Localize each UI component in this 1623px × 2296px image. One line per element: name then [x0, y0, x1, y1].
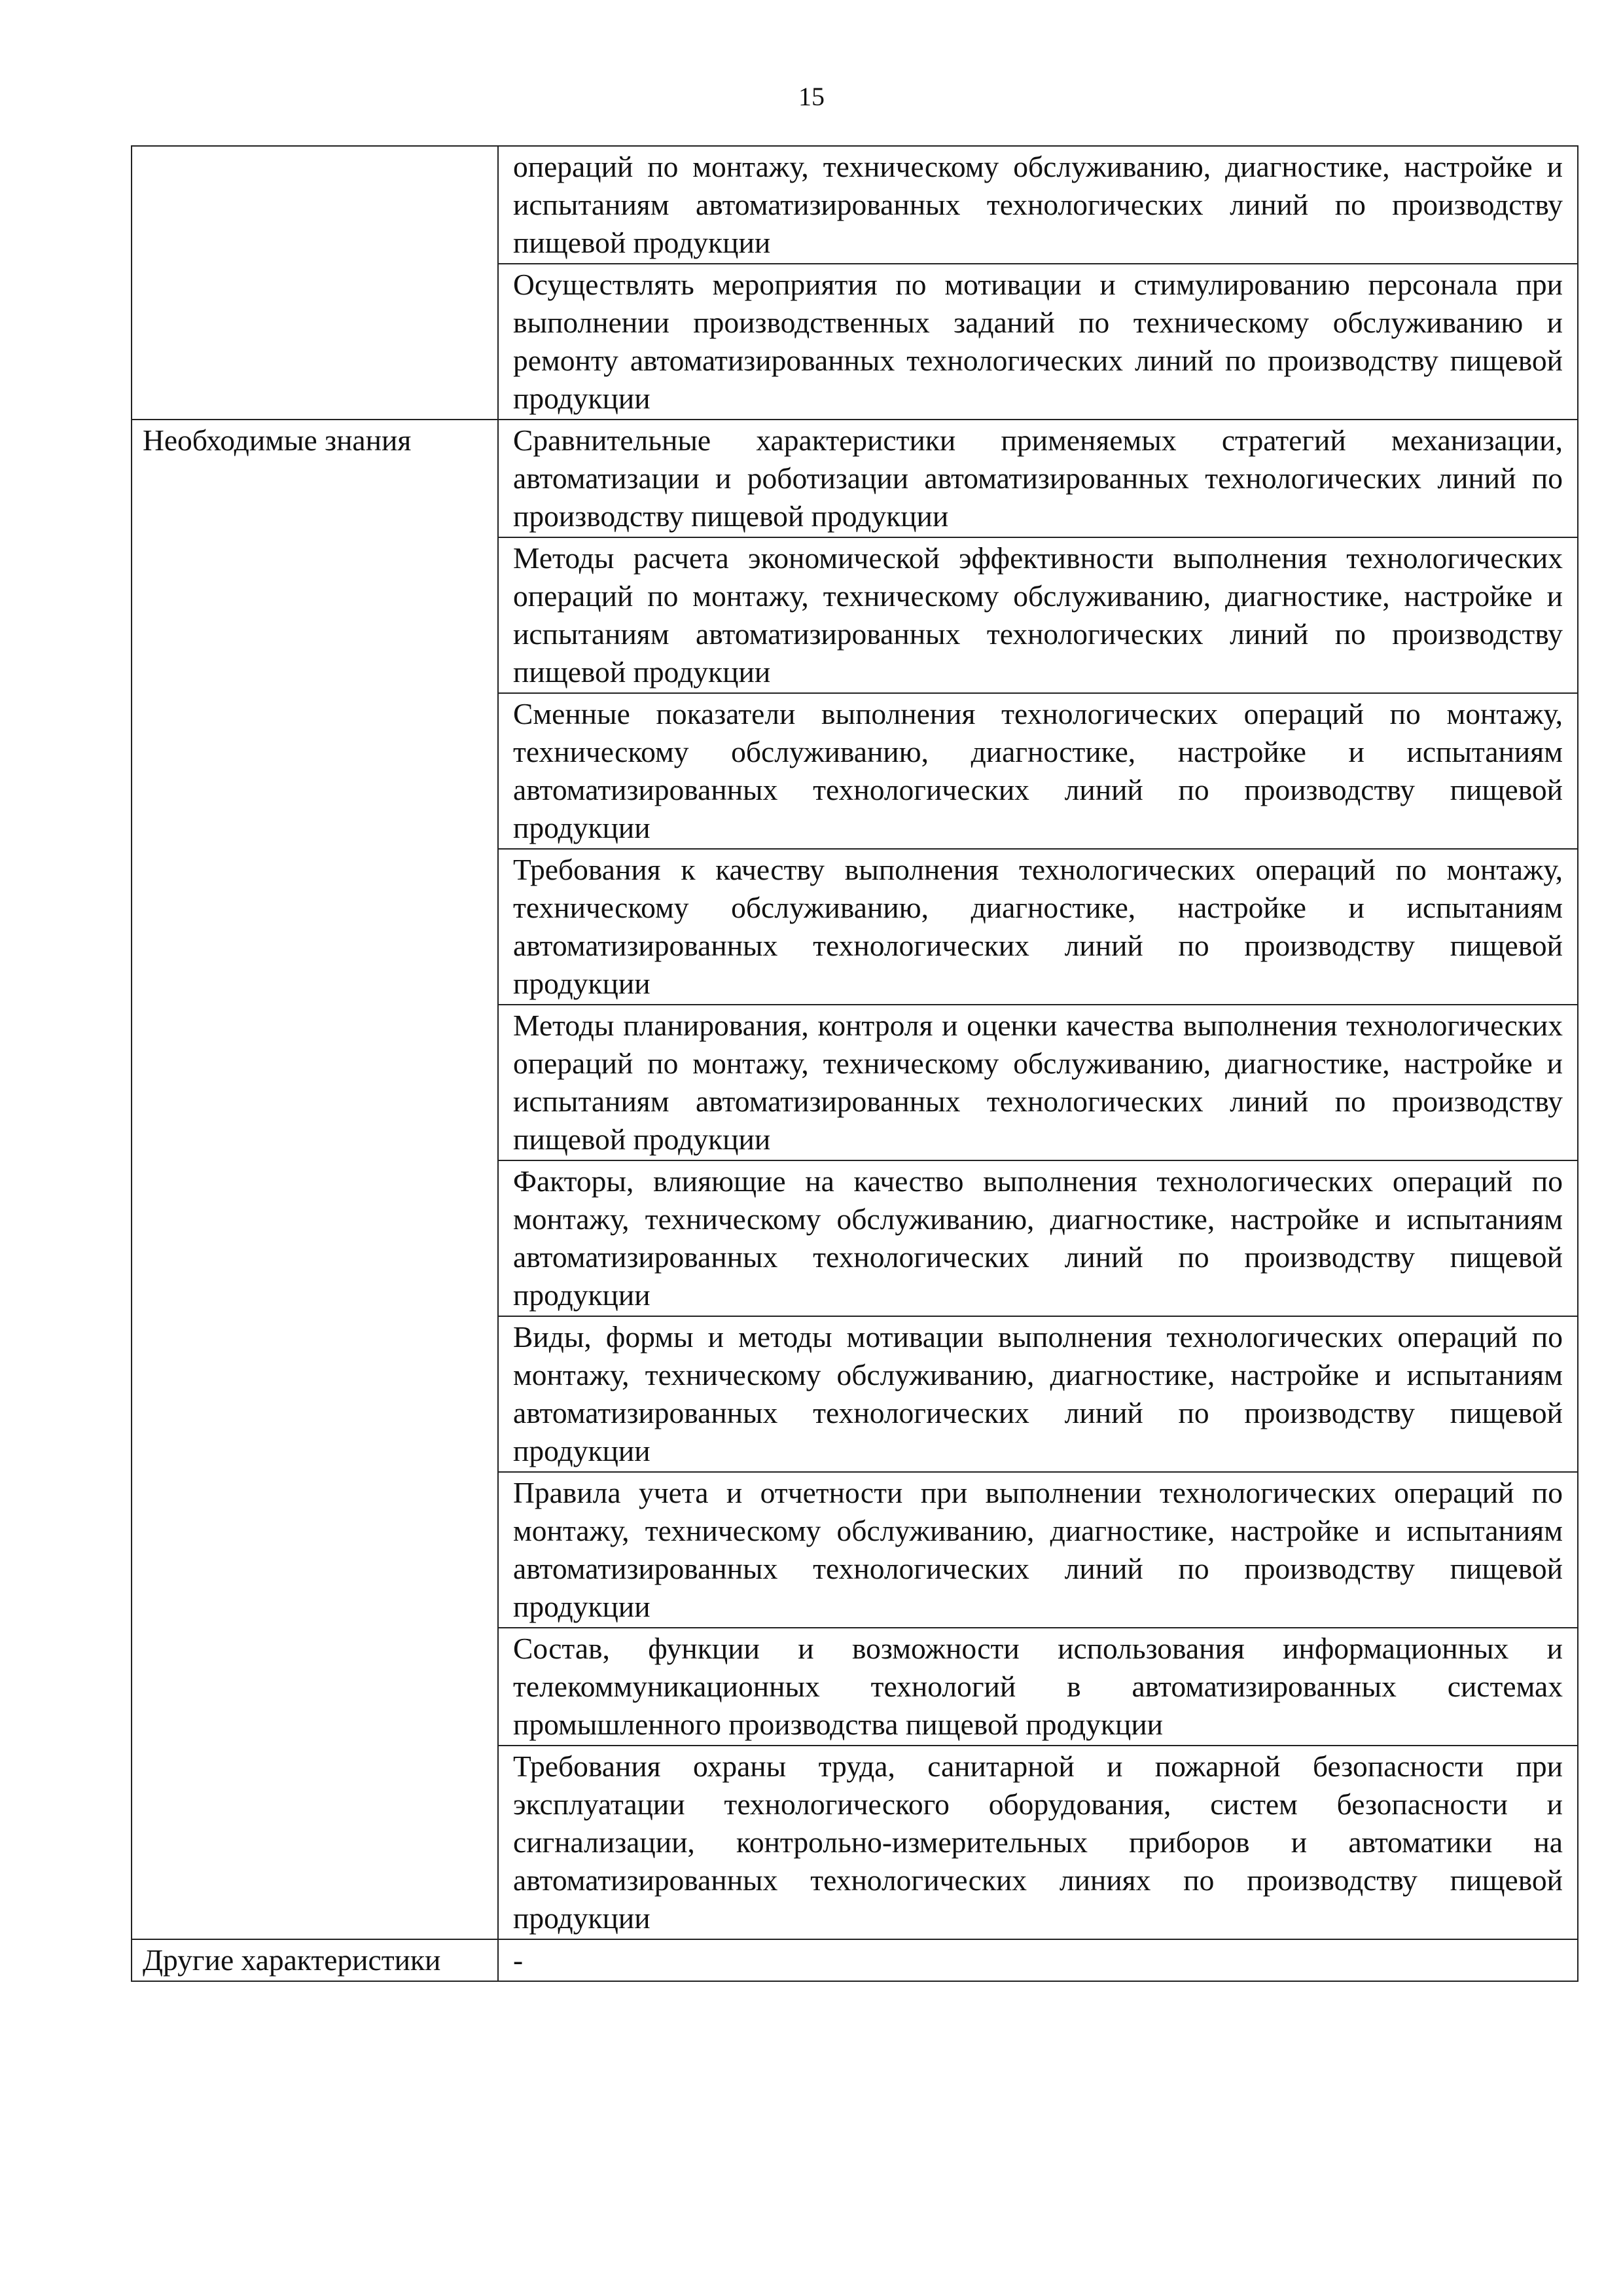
row-text-cell: Требования охраны труда, санитарной и пожарной безопасности при эксплуатации технологического оборудования, систем безопасности и сигнализации, контрольно-измерительных приборов и автоматики на автоматизированных технологических линиях по производству пищевой продукции	[498, 1746, 1578, 1939]
row-text-cell: Требования к качеству выполнения технологических операций по монтажу, техническому обслуживанию, диагностике, настройке и испытаниям автоматизированных технологических линий по производству пищевой продукции	[498, 849, 1578, 1005]
required-knowledge-label: Необходимые знания	[143, 423, 412, 457]
qualification-table	[131, 145, 1578, 1982]
row-text-cell: Правила учета и отчетности при выполнении технологических операций по монтажу, техническому обслуживанию, диагностике, настройке и испытаниям автоматизированных технологических линий по производству пищевой продукции	[498, 1472, 1578, 1628]
other-characteristics-label: Другие характеристики	[143, 1943, 441, 1977]
other-characteristics-value: -	[498, 1939, 1578, 1981]
table-row	[132, 1939, 1578, 1981]
other-characteristics-label-cell	[132, 1939, 498, 1981]
row-label-cell	[132, 146, 498, 420]
table-row	[132, 420, 1578, 537]
row-text-cell: Состав, функции и возможности использования информационных и телекоммуникационных технологий в автоматизированных системах промышленного производства пищевой продукции	[498, 1628, 1578, 1746]
row-text-cell: Виды, формы и методы мотивации выполнения технологических операций по монтажу, техническому обслуживанию, диагностике, настройке и испытаниям автоматизированных технологических линий по производству пищевой продукции	[498, 1316, 1578, 1472]
row-text-cell: Методы планирования, контроля и оценки качества выполнения технологических операций по монтажу, техническому обслуживанию, диагностике, настройке и испытаниям автоматизированных технологических линий по производству пищевой продукции	[498, 1005, 1578, 1160]
row-text-cell: Факторы, влияющие на качество выполнения технологических операций по монтажу, техническому обслуживанию, диагностике, настройке и испытаниям автоматизированных технологических линий по производству пищевой продукции	[498, 1160, 1578, 1316]
row-text-cell: Сменные показатели выполнения технологических операций по монтажу, техническому обслуживанию, диагностике, настройке и испытаниям автоматизированных технологических линий по производству пищевой продукции	[498, 693, 1578, 849]
row-text-cell: Осуществлять мероприятия по мотивации и стимулированию персонала при выполнении производственных заданий по техническому обслуживанию и ремонту автоматизированных технологических линий по производству пищевой продукции	[498, 264, 1578, 420]
required-knowledge-label-cell	[132, 420, 498, 1939]
row-text-cell: операций по монтажу, техническому обслуживанию, диагностике, настройке и испытаниям автоматизированных технологических линий по производству пищевой продукции	[498, 146, 1578, 264]
page-number: 15	[798, 82, 825, 111]
table-row	[132, 146, 1578, 264]
row-text-cell: Сравнительные характеристики применяемых стратегий механизации, автоматизации и роботизации автоматизированных технологических линий по производству пищевой продукции	[498, 420, 1578, 537]
row-text-cell: Методы расчета экономической эффективности выполнения технологических операций по монтажу, техническому обслуживанию, диагностике, настройке и испытаниям автоматизированных технологических линий по производству пищевой продукции	[498, 537, 1578, 693]
